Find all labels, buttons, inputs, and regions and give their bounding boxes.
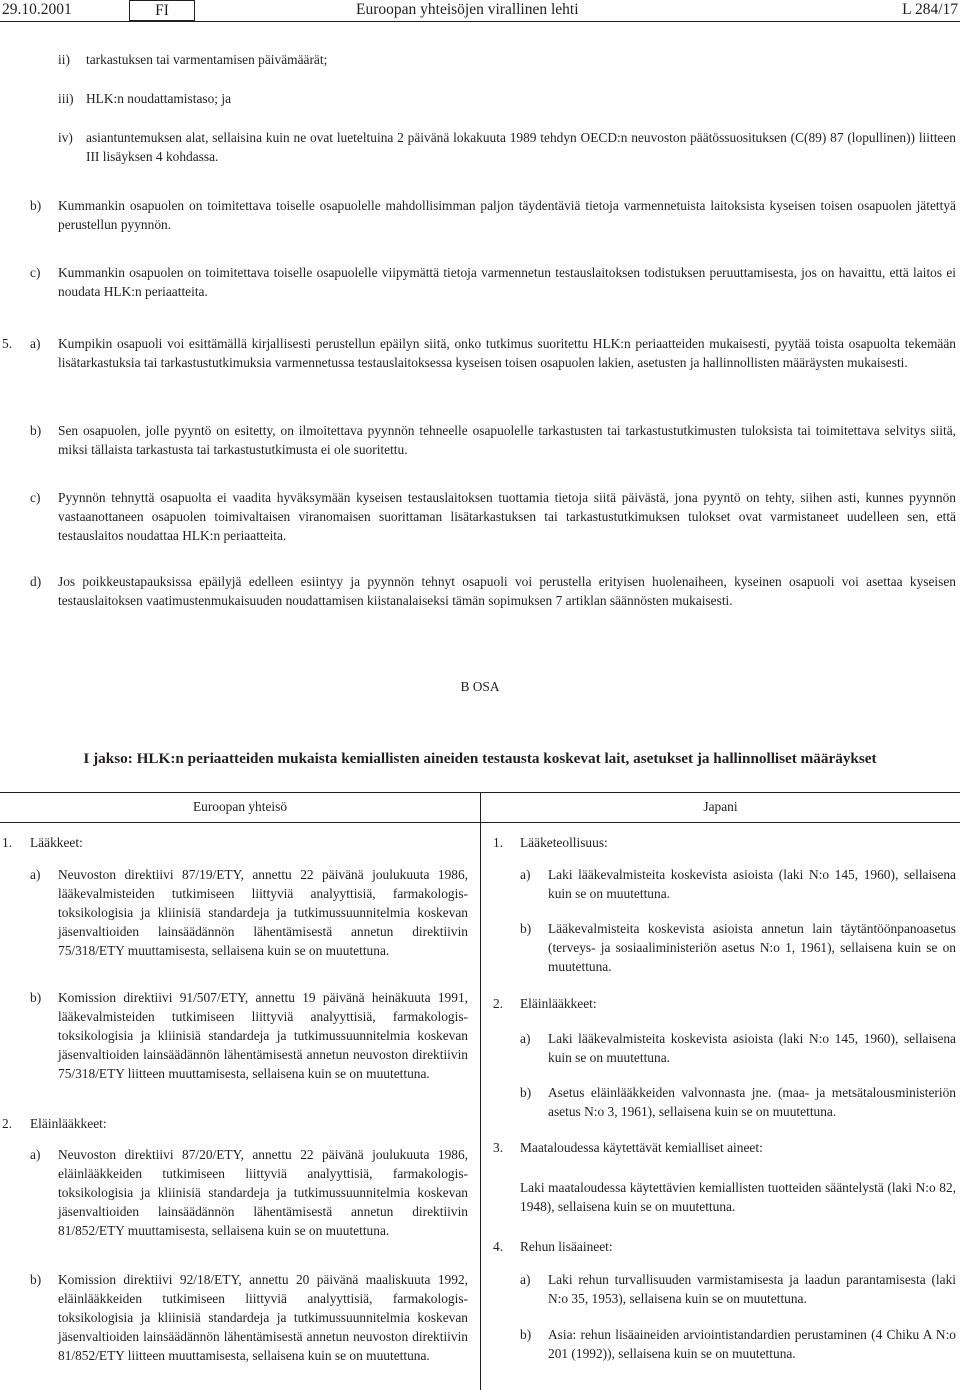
item-text: Neuvoston direktiivi 87/20/ETY, annettu 22 päivänä joulukuuta 1986, eläinlääkkeiden tutkimiseen liittyviä analyyttisiä, farmakologis-toksikologisia ja kliinisiä standardeja ja tutkimussuunnitelmia koskevan jäsenvaltioiden lainsäädännön lähentämisestä annetun direktiivin 81/852/ETY muuttamisesta, sellaisena kuin se on muutettuna. xyxy=(58,1147,468,1238)
item-label: ii) xyxy=(58,52,70,67)
item-label: a) xyxy=(520,867,531,882)
section-title: Maataloudessa käytettävät kemialliset aineet: xyxy=(520,1140,763,1155)
item-text: Asetus eläinlääkkeiden valvonnasta jne. (maa- ja metsätalousministeriön asetus N:o 3, 1961), sellaisena kuin se on muutettuna. xyxy=(548,1085,956,1119)
item-label: b) xyxy=(30,198,42,213)
item-text: Jos poikkeustapauksissa epäilyjä edelleen esiintyy ja pyynnön tehnyt osapuoli voi perustella erityisen huolenaiheen, kyseinen osapuoli voi asettaa kyseisen testauslaitoksen vaatimustenmukaisuuden noudattamisen kiistanalaiseksi tämän sopimuksen 7 artiklan säännösten mukaisesti. xyxy=(58,574,956,608)
item-label: a) xyxy=(520,1272,531,1287)
item-label: b) xyxy=(30,1272,42,1287)
item-text: Lääkevalmisteita koskevista asioista annetun lain täytäntöönpanoasetus (terveys- ja sosiaaliministeriön asetus N:o 1, 1961), sellaisena kuin se on muutettuna. xyxy=(548,921,956,974)
item-label: b) xyxy=(30,990,42,1005)
item-label: a) xyxy=(520,1031,531,1046)
section-number: 5. xyxy=(2,336,13,351)
part-heading: B OSA xyxy=(460,679,500,694)
item-text: Laki lääkevalmisteita koskevista asioista (laki N:o 145, 1960), sellaisena kuin se on muutettuna. xyxy=(548,867,956,901)
section-number: 1. xyxy=(493,835,504,850)
section-title: Eläinlääkkeet: xyxy=(520,996,597,1011)
table-header-right: Japani xyxy=(703,799,738,814)
table-column-divider xyxy=(480,792,481,1390)
section-number: 3. xyxy=(493,1140,504,1155)
header-date: 29.10.2001 xyxy=(2,1,72,18)
item-text: Komission direktiivi 91/507/ETY, annettu 19 päivänä heinäkuuta 1991, lääkevalmisteiden tutkimiseen liittyviä analyyttisiä, farmakologis-toksikologisia ja kliinisiä standardeja ja tutkimussuunnitelmia koskevan jäsenvaltioiden lainsäädännön lähentämisestä annetun neuvoston direktiivin 75/318/ETY liitteen muuttamisesta, sellaisena kuin se on muutettuna. xyxy=(58,990,468,1081)
item-text: Pyynnön tehnyttä osapuolta ei vaadita hyväksymään kyseisen testauslaitoksen tuottamia tietoja siitä päivästä, jona pyyntö on tehty, siihen asti, kunnes pyynnön vastaanottaneen osapuolen toimivaltaisen viranomaisen suorittaman lisätarkastuksen tai tarkastustutkimuksen tulokset ovat varmistaneet uudelleen sen, että testauslaitos noudattaa HLK:n periaatteita. xyxy=(58,490,956,543)
item-label: c) xyxy=(30,265,41,280)
item-text: Kumpikin osapuoli voi esittämällä kirjallisesti perustellun epäilyn siitä, onko tutkimus suoritettu HLK:n periaatteiden mukaisesti, pyytää toista osapuolta tekemään lisätarkastuksia tai tarkastustutkimuksia varmennetussa testauslaitoksessa kyseisen toisen osapuolen lakien, asetusten ja hallinnollisten määräysten mukaisesti. xyxy=(58,336,956,370)
item-text: Sen osapuolen, jolle pyyntö on esitetty, on ilmoitettava pyynnön tehneelle osapuolelle tarkastusten tai tarkastustutkimusten tuloksista tai toimitettava selvitys siitä, miksi tällaista tarkastusta tai tarkastustutkimusta ei ole suoritettu. xyxy=(58,423,956,457)
item-label: a) xyxy=(30,1147,41,1162)
item-text: Neuvoston direktiivi 87/19/ETY, annettu 22 päivänä joulukuuta 1986, lääkevalmisteiden tutkimiseen liittyviä analyyttisiä, farmakologis-toksikologisia ja kliinisiä standardeja ja tutkimussuunnitelmia koskevan jäsenvaltioiden lainsäädännön lähentämisestä annetun direktiivin 75/318/ETY muuttamisesta, sellaisena kuin se on muutettuna. xyxy=(58,867,468,958)
language-badge: FI xyxy=(129,0,195,21)
section-title: I jakso: HLK:n periaatteiden mukaista kemiallisten aineiden testausta koskevat lait, asetukset ja hallinnolliset määräykset xyxy=(83,750,877,767)
section-number: 1. xyxy=(2,835,13,850)
item-label: b) xyxy=(520,1327,532,1342)
item-text: HLK:n noudattamistaso; ja xyxy=(86,91,232,106)
table-header-left: Euroopan yhteisö xyxy=(192,799,288,814)
section-title: Eläinlääkkeet: xyxy=(30,1116,107,1131)
header-rule xyxy=(0,21,960,22)
item-text: Kummankin osapuolen on toimitettava toiselle osapuolelle viipymättä tietoja varmennetun testauslaitoksen todistuksen peruuttamisesta, jos on havaittu, että laitos ei noudata HLK:n periaatteita. xyxy=(58,265,956,299)
page-number: L 284/17 xyxy=(902,1,958,18)
section-number: 4. xyxy=(493,1239,504,1254)
section-title: Lääketeollisuus: xyxy=(520,835,608,850)
item-label: c) xyxy=(30,490,41,505)
item-text: Laki lääkevalmisteita koskevista asioista (laki N:o 145, 1960), sellaisena kuin se on muutettuna. xyxy=(548,1031,956,1065)
item-label: b) xyxy=(520,921,532,936)
item-text: Laki rehun turvallisuuden varmistamisesta ja laadun parantamisesta (laki N:o 35, 1953), sellaisena kuin se on muutettuna. xyxy=(548,1272,956,1306)
table-header-rule xyxy=(0,822,960,823)
section-number: 2. xyxy=(2,1116,13,1131)
item-text: Kummankin osapuolen on toimitettava toiselle osapuolelle mahdollisimman paljon täydentäviä tietoja varmennetuista laitoksista kyseisen toisen osapuolen jätettyä perustellun pyynnön. xyxy=(58,198,956,232)
item-label: b) xyxy=(30,423,42,438)
item-label: a) xyxy=(30,336,41,351)
journal-title: Euroopan yhteisöjen virallinen lehti xyxy=(356,1,579,18)
section-title: Lääkkeet: xyxy=(30,835,83,850)
page-header xyxy=(0,0,960,21)
item-text: asiantuntemuksen alat, sellaisina kuin ne ovat lueteltuina 2 päivänä lokakuuta 1989 tehdyn OECD:n neuvoston päätössuosituksen (C(89) 87 (lopullinen)) liitteen III lisäyksen 4 kohdassa. xyxy=(86,130,956,164)
item-label: iv) xyxy=(58,130,73,145)
item-text: Asia: rehun lisäaineiden arviointistandardien perustaminen (4 Chiku A N:o 201 (1992)), sellaisena kuin se on muutettuna. xyxy=(548,1327,956,1361)
item-label: iii) xyxy=(58,91,74,106)
section-number: 2. xyxy=(493,996,504,1011)
item-text: tarkastuksen tai varmentamisen päivämäärät; xyxy=(86,52,328,67)
item-label: d) xyxy=(30,574,42,589)
item-label: b) xyxy=(520,1085,532,1100)
item-text: Komission direktiivi 92/18/ETY, annettu 20 päivänä maaliskuuta 1992, eläinlääkkeiden tutkimiseen liittyviä analyyttisiä, farmakologis-toksikologisia ja kliinisiä standardeja ja tutkimussuunnitelmia koskevan jäsenvaltioiden lainsäädännön lähentämisestä annetun neuvoston direktiivin 81/852/ETY liitteen muuttamisesta, sellaisena kuin se on muutettuna. xyxy=(58,1272,468,1363)
section-title: Rehun lisäaineet: xyxy=(520,1239,613,1254)
item-label: a) xyxy=(30,867,41,882)
section-body: Laki maataloudessa käytettävien kemiallisten tuotteiden sääntelystä (laki N:o 82, 1948), sellaisena kuin se on muutettuna. xyxy=(520,1180,956,1214)
